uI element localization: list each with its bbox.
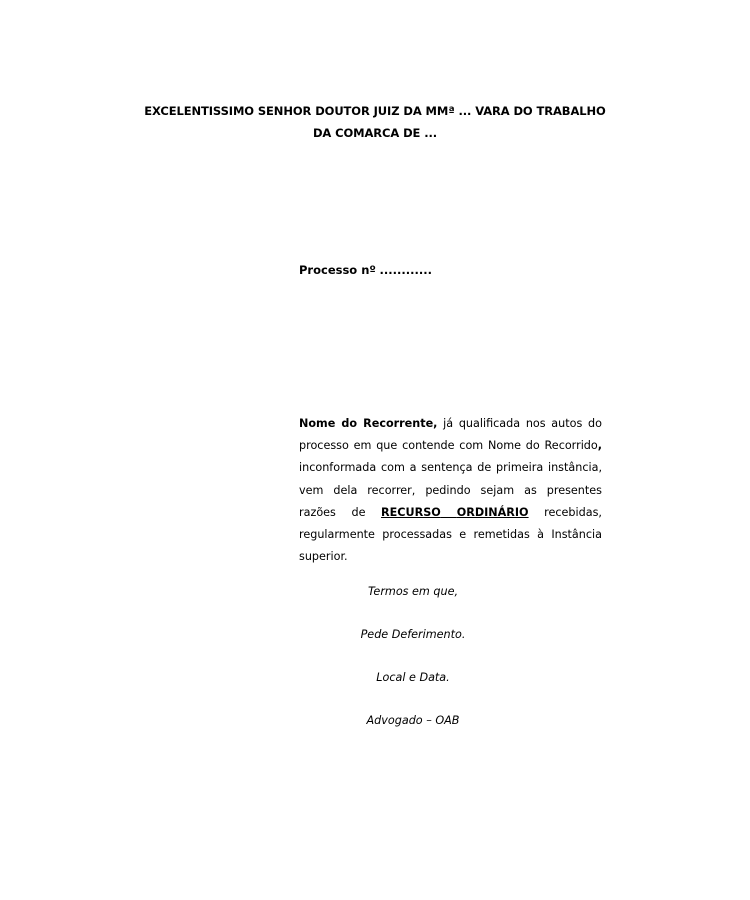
petition-comma: ,: [597, 439, 602, 453]
closing-local-data: Local e Data.: [376, 671, 450, 684]
petition-text-1: já qualificada nos autos do processo em que contende com Nome do Recorrido: [299, 417, 602, 453]
petition-text-2: inconformada com a sentença de primeira instância, vem dela recorrer, pedindo sejam as presentes razões de: [299, 461, 602, 519]
recurso-ordinario-word-2: ORDINÁRIO: [456, 505, 529, 519]
heading-line-1: EXCELENTISSIMO SENHOR DOUTOR JUIZ DA MMª ... VARA DO TRABALHO: [144, 104, 606, 118]
recorrente-name: Nome do Recorrente,: [299, 417, 438, 430]
closing-deferimento: Pede Deferimento.: [360, 628, 466, 641]
process-dots: ............: [379, 263, 432, 277]
petition-paragraph: [299, 413, 602, 568]
closing-termos: Termos em que,: [367, 585, 459, 598]
closing-advogado: Advogado – OAB: [366, 714, 460, 727]
petition-text-3: recebidas, regularmente processadas e remetidas à Instância superior.: [299, 505, 602, 564]
heading-line-2: DA COMARCA DE ...: [312, 126, 438, 140]
process-number: [299, 263, 432, 277]
process-label: Processo nº: [299, 263, 376, 277]
recurso-ordinario-word-1: RECURSO: [381, 505, 441, 519]
